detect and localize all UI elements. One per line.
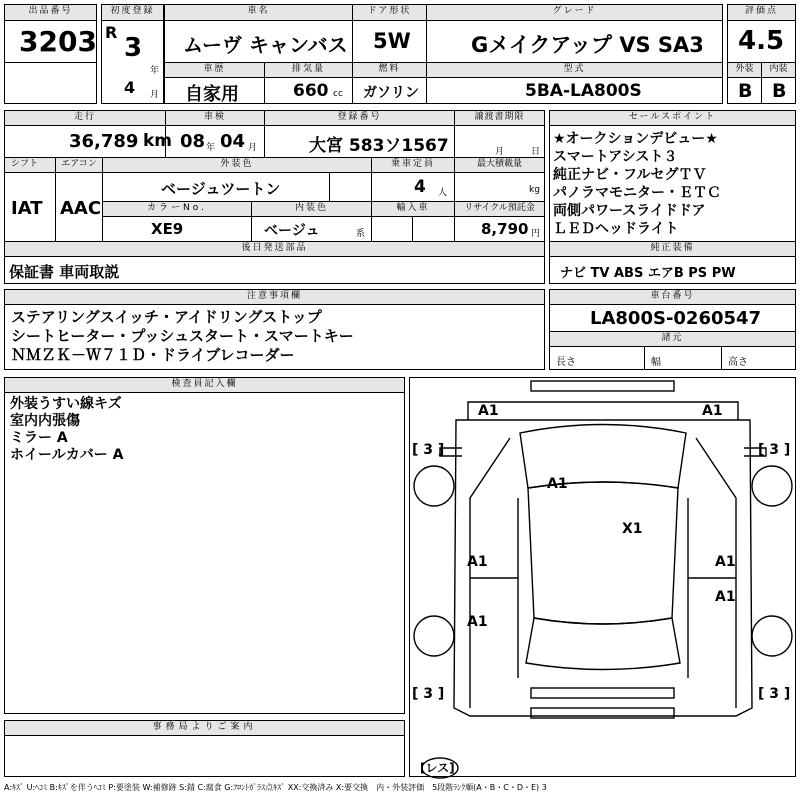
damage-diagram — [409, 377, 796, 777]
plate-label: 登録番号 — [264, 110, 455, 126]
inspector-line: ミラー A — [10, 430, 68, 446]
genuine-equipment — [549, 256, 796, 284]
car-name-label: 車名 — [164, 4, 353, 21]
color-extra — [329, 172, 372, 202]
recycle-value: 8,790 — [481, 220, 529, 238]
lot-number — [4, 20, 97, 63]
car-name — [164, 20, 353, 63]
damage-mark: A1 — [547, 476, 568, 492]
first-reg-label: 初度登録 — [101, 4, 164, 21]
damage-mark: A1 — [715, 589, 736, 605]
insp-month-unit: 月 — [248, 143, 258, 153]
sales-point-item: スマートアシスト３ — [553, 149, 678, 165]
plate — [264, 125, 455, 158]
interior-color — [251, 216, 372, 242]
shift — [4, 172, 56, 242]
interior-color-value: ベージュ — [264, 223, 320, 239]
max-load — [454, 172, 545, 202]
ac-label: エアコン — [55, 157, 103, 173]
fuel-value: ガソリン — [363, 85, 419, 101]
fuel — [352, 77, 427, 104]
transfer-deadline — [454, 125, 545, 158]
displacement-unit: cc — [333, 89, 343, 99]
door-value: 5W — [373, 29, 411, 53]
car-name-value: ムーヴ キャンバス — [183, 33, 348, 57]
damage-mark: A1 — [478, 403, 499, 419]
score — [727, 20, 796, 63]
sales-points-label: セールスポイント — [549, 110, 796, 126]
import — [371, 216, 413, 242]
mileage-unit: km — [143, 131, 173, 151]
note-line: ＮＭＺＫ－Ｗ７１Ｄ・ドライブレコーダー — [11, 346, 295, 364]
later-parts-value: 保証書 車両取説 — [9, 263, 120, 281]
length-label: 長さ — [556, 357, 576, 368]
interior-value: B — [772, 80, 787, 102]
damage-mark: X1 — [622, 521, 643, 537]
dim-width — [644, 346, 722, 370]
displacement — [264, 77, 353, 104]
history-label: 車歴 — [164, 62, 265, 78]
load-unit: kg — [529, 185, 540, 195]
mileage — [4, 125, 173, 158]
insp-month: 04 — [220, 131, 246, 152]
tire-tread: [ 3 ] — [758, 686, 791, 702]
displacement-value: 660 — [293, 81, 329, 101]
month-unit: 月 — [150, 90, 160, 100]
grade-label: グレード — [426, 4, 723, 21]
shift-value: IAT — [11, 198, 43, 219]
sales-point-item: パノラマモニター・ＥＴＣ — [553, 185, 721, 201]
grade — [426, 20, 723, 63]
later-parts-label: 後日発送部品 — [4, 241, 545, 257]
inspection — [165, 125, 265, 158]
dim-height — [721, 346, 796, 370]
chassis-label: 車台番号 — [549, 289, 796, 305]
sales-point-item: 両側パワースライドドア — [553, 203, 706, 219]
damage-mark: A1 — [715, 554, 736, 570]
door-label: ドア形状 — [352, 4, 427, 21]
first-reg-value — [101, 20, 164, 104]
transfer-label: 譲渡書期限 — [454, 110, 545, 126]
era: R — [105, 23, 118, 42]
genuine-value: ナビ TV ABS エアB PS PW — [560, 266, 736, 281]
notes — [4, 304, 545, 370]
interior-color-label: 内装色 — [251, 201, 372, 217]
score-value: 4.5 — [738, 26, 785, 56]
lot-label: 出品番号 — [4, 4, 97, 21]
model-label: 型式 — [426, 62, 723, 78]
interior-grade — [761, 77, 796, 104]
tire-tread: [ 3 ] — [758, 442, 791, 458]
sales-points — [549, 125, 796, 242]
recycle — [454, 216, 545, 242]
dim-length — [549, 346, 645, 370]
dims-label: 諸元 — [549, 331, 796, 347]
spare-tire: [レス] — [420, 761, 455, 775]
fuel-label: 燃料 — [352, 62, 427, 78]
ac-value: AAC — [60, 198, 102, 219]
inspector-notes — [4, 392, 405, 714]
color-no-label: カラーNo. — [102, 201, 252, 217]
reg-year: 3 — [124, 33, 143, 63]
sales-point-item: 純正ナビ・フルセグＴＶ — [553, 167, 707, 183]
insp-year: 08 — [180, 131, 206, 152]
lot-blank — [4, 62, 97, 104]
height-label: 高さ — [728, 357, 748, 368]
exterior-value: B — [738, 80, 753, 102]
model — [426, 77, 723, 104]
color-no — [102, 216, 252, 242]
genuine-label: 純正装備 — [549, 241, 796, 257]
inspector-line: 室内内張傷 — [10, 413, 80, 429]
tire-tread: [ 3 ] — [412, 442, 445, 458]
damage-mark: A1 — [702, 403, 723, 419]
sales-point-item: ＬＥＤヘッドライト — [553, 221, 679, 237]
recycle-unit: 円 — [531, 229, 541, 239]
exterior-label: 外装 — [727, 62, 762, 78]
mileage-value: 36,789 — [69, 131, 139, 152]
office-label: 事務局よりご案内 — [4, 720, 405, 736]
car-outline — [410, 378, 797, 778]
interior-label: 内装 — [761, 62, 796, 78]
office-notes — [4, 735, 405, 777]
color-value: ベージュツートン — [161, 180, 281, 198]
damage-mark: A1 — [467, 554, 488, 570]
model-value: 5BA-LA800S — [525, 81, 642, 101]
color-label: 外装色 — [102, 157, 372, 173]
capacity-label: 乗車定員 — [371, 157, 455, 173]
lot-value: 3203 — [19, 25, 97, 58]
grade-value: Gメイクアップ VS SA3 — [471, 33, 704, 57]
door-type — [352, 20, 427, 63]
capacity-unit: 人 — [438, 188, 448, 198]
exterior-grade — [727, 77, 762, 104]
year-unit: 年 — [150, 66, 160, 76]
history-value: 自家用 — [185, 84, 239, 105]
interior-color-unit: 系 — [356, 229, 366, 239]
inspector-label: 検査員記入欄 — [4, 377, 405, 393]
legend: A:ｷｽﾞ U:ﾍｺﾐ B:ｷｽﾞを伴うﾍｺﾐ P:要塗装 W:補修跡 S:錆 C:腐食 G:ﾌﾛﾝﾄｶﾞﾗｽ点ｷｽﾞ XX:交換済み X:要交換 内・外装評価 5段階ﾗﾝｸ順(A・B・C・D・E) 3 — [4, 783, 547, 792]
notes-label: 注意事項欄 — [4, 289, 545, 305]
note-line: シートヒーター・プッシュスタート・スマートキー — [11, 327, 354, 345]
inspector-line: 外装うすい線キズ — [10, 396, 122, 412]
width-label: 幅 — [651, 357, 661, 368]
chassis-value: LA800S-0260547 — [590, 308, 762, 329]
transfer-day-unit: 日 — [531, 147, 541, 157]
inspection-label: 車検 — [165, 110, 265, 126]
color — [102, 172, 330, 202]
tire-tread: [ 3 ] — [412, 686, 445, 702]
transfer-month-unit: 月 — [495, 147, 505, 157]
air-conditioner — [55, 172, 103, 242]
recycle-label: リサイクル預託金 — [454, 201, 545, 217]
note-line: ステアリングスイッチ・アイドリングストップ — [11, 308, 322, 326]
insp-year-unit: 年 — [206, 143, 216, 153]
sales-point-item: ★オークションデビュー★ — [553, 131, 718, 147]
plate-value: 大宮 583ソ1567 — [309, 136, 449, 156]
capacity — [371, 172, 455, 202]
later-parts — [4, 256, 545, 284]
damage-mark: A1 — [467, 614, 488, 630]
mileage-label: 走行 — [4, 110, 166, 126]
displacement-label: 排気量 — [264, 62, 353, 78]
import-label: 輸入車 — [371, 201, 455, 217]
inspector-line: ホイールカバー A — [10, 447, 124, 463]
capacity-value: 4 — [414, 177, 426, 197]
color-no-value: XE9 — [151, 220, 184, 238]
load-label: 最大積載量 — [454, 157, 545, 173]
history — [164, 77, 265, 104]
import-extra — [412, 216, 455, 242]
shift-label: シフト — [4, 157, 56, 173]
reg-month: 4 — [124, 78, 136, 97]
score-label: 評価点 — [727, 4, 796, 21]
chassis-number — [549, 304, 796, 332]
